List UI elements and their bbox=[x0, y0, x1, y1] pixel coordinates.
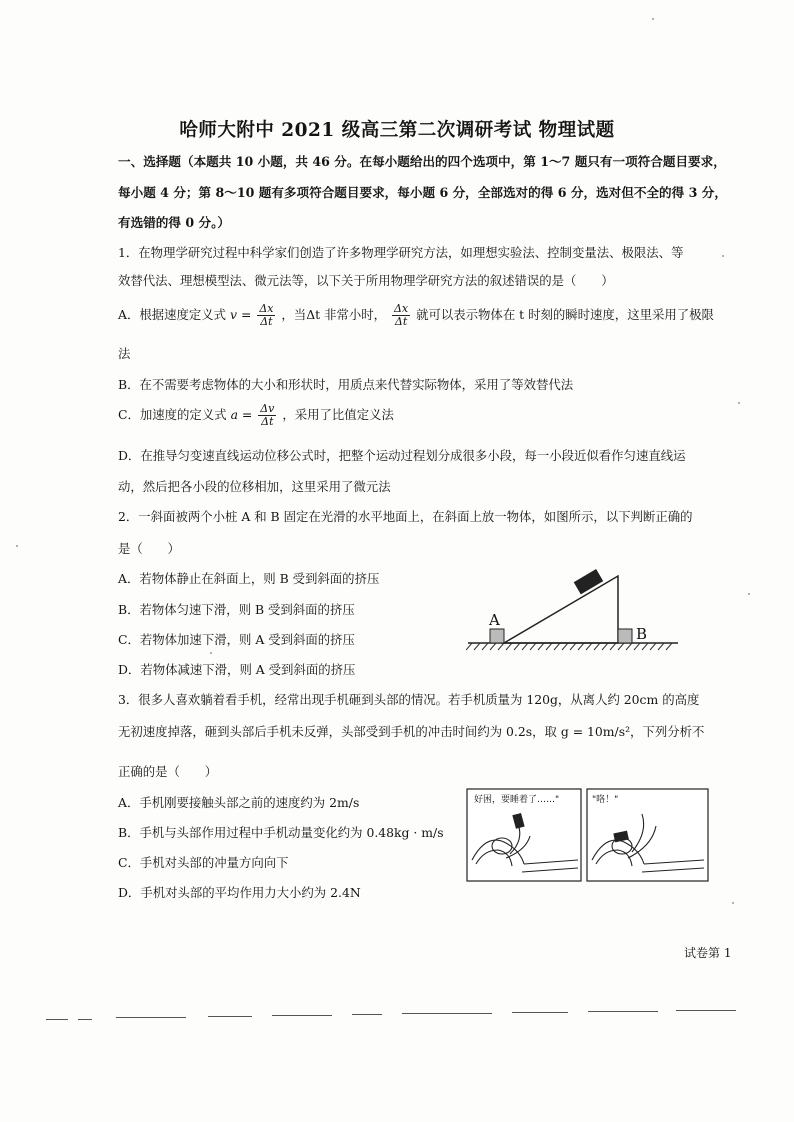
peg-a bbox=[490, 629, 504, 643]
q2-option-d: D．若物体减速下滑，则 A 受到斜面的挤压 bbox=[118, 662, 356, 677]
q1-stem-line-2: 效替代法、理想模型法、微元法等，以下关于所用物理学研究方法的叙述错误的是（ ） bbox=[118, 273, 614, 288]
q2-option-c: C．若物体加速下滑，则 A 受到斜面的挤压 bbox=[118, 632, 355, 647]
fraction-denominator: Δt bbox=[260, 315, 273, 328]
q2-stem-line-1: 2．一斜面被两个小桩 A 和 B 固定在光滑的水平地面上，在斜面上放一物体，如图所示，以下判断正确的 bbox=[118, 509, 693, 524]
scan-line bbox=[208, 1016, 252, 1017]
fraction-denominator: Δt bbox=[261, 415, 274, 428]
q1-option-c-prefix: C．加速度的定义式 bbox=[118, 407, 227, 422]
fraction-denominator: Δt bbox=[394, 315, 408, 328]
q1-option-c-fraction bbox=[258, 403, 276, 428]
incline-figure bbox=[466, 566, 682, 662]
q3-option-d: D．手机对头部的平均作用力大小约为 2.4N bbox=[118, 885, 361, 900]
q1-option-a-fraction-2 bbox=[392, 303, 410, 328]
phone-comic-figure bbox=[466, 788, 710, 884]
q1-stem-line-1: 1．在物理学研究过程中科学家们创造了许多物理学研究方法，如理想实验法、控制变量法、极限法、等 bbox=[118, 245, 684, 260]
label-b: B bbox=[636, 625, 648, 643]
q1-option-c-suffix: ，采用了比值定义法 bbox=[282, 407, 394, 422]
q1-option-c-accel-symbol: a = bbox=[230, 407, 253, 422]
q2-option-b: B．若物体匀速下滑，则 B 受到斜面的挤压 bbox=[118, 602, 355, 617]
q1-option-b: B．在不需要考虑物体的大小和形状时，用质点来代替实际物体，采用了等效替代法 bbox=[118, 377, 574, 392]
section-header-line-1: 一、选择题（本题共 10 小题，共 46 分。在每小题给出的四个选项中，第 1～7 题只有一项符合题目要求， bbox=[118, 154, 726, 169]
q3-stem-line-1: 3．很多人喜欢躺着看手机，经常出现手机砸到头部的情况。若手机质量为 120g，从离人约 20cm 的高度 bbox=[118, 692, 700, 707]
q1-option-a-velocity-symbol: v = bbox=[230, 307, 252, 322]
page-title: 哈师大附中 2021 级高三第二次调研考试 物理试题 bbox=[179, 120, 615, 141]
scan-line bbox=[46, 1019, 68, 1020]
comic-speech-1: 好困，要睡着了……" bbox=[474, 795, 560, 805]
scan-speck bbox=[732, 902, 734, 904]
scan-speck bbox=[652, 18, 654, 20]
q1-option-a-suffix: 就可以表示物体在 t 时刻的瞬时速度，这里采用了极限 bbox=[416, 307, 714, 322]
scan-line bbox=[116, 1017, 186, 1018]
fraction-numerator: Δx bbox=[259, 302, 274, 315]
q2-option-a: A．若物体静止在斜面上，则 B 受到斜面的挤压 bbox=[118, 571, 380, 586]
scan-speck bbox=[210, 652, 212, 654]
section-header-line-3: 有选错的得 0 分。） bbox=[118, 215, 230, 230]
section-header-line-2: 每小题 4 分；第 8～10 题有多项符合题目要求，每小题 6 分，全部选对的得 6 分，选对但不全的得 3 分， bbox=[118, 185, 727, 200]
scan-line bbox=[676, 1010, 736, 1011]
incline-wedge bbox=[504, 576, 618, 643]
q3-option-a: A．手机刚要接触头部之前的速度约为 2m/s bbox=[118, 795, 360, 810]
scan-speck bbox=[722, 255, 724, 257]
q3-option-b: B．手机与头部作用过程中手机动量变化约为 0.48kg · m/s bbox=[118, 825, 444, 840]
scan-line bbox=[512, 1012, 568, 1013]
q3-option-c: C．手机对头部的冲量方向向下 bbox=[118, 855, 289, 870]
fraction-numerator: Δv bbox=[260, 402, 275, 415]
scan-speck bbox=[748, 593, 750, 595]
q3-stem-line-3: 正确的是（ ） bbox=[118, 764, 218, 779]
scan-line bbox=[352, 1014, 382, 1015]
q3-stem-line-2: 无初速度掉落，砸到头部后手机未反弹，头部受到手机的冲击时间约为 0.2s，取 g = 10m/s²，下列分析不 bbox=[118, 724, 705, 739]
page-footer: 试卷第 1 bbox=[684, 946, 732, 960]
q1-option-a-middle: ，当Δt 非常小时， bbox=[281, 307, 387, 322]
q1-option-a-prefix: A．根据速度定义式 bbox=[118, 307, 227, 322]
fraction-numerator: Δx bbox=[393, 302, 409, 315]
scan-line bbox=[272, 1015, 332, 1016]
scan-speck bbox=[16, 545, 18, 547]
scan-speck bbox=[738, 402, 740, 404]
q1-option-a-tail: 法 bbox=[118, 346, 131, 361]
scan-line bbox=[588, 1011, 658, 1012]
peg-b bbox=[618, 629, 632, 643]
q1-option-a-fraction-1 bbox=[257, 303, 275, 328]
q1-option-c bbox=[118, 403, 394, 428]
scan-line bbox=[78, 1019, 92, 1020]
comic-speech-2: "咯！" bbox=[592, 795, 619, 805]
block-on-incline bbox=[574, 569, 604, 594]
q1-option-a bbox=[118, 303, 714, 328]
label-a: A bbox=[489, 611, 500, 629]
q2-stem-line-2: 是（ ） bbox=[118, 541, 180, 556]
q1-option-d-line-1: D．在推导匀变速直线运动位移公式时，把整个运动过程划分成很多小段，每一小段近似看作匀速直线运 bbox=[118, 448, 686, 463]
scan-line bbox=[402, 1013, 492, 1014]
q1-option-d-line-2: 动，然后把各小段的位移相加，这里采用了微元法 bbox=[118, 479, 391, 494]
